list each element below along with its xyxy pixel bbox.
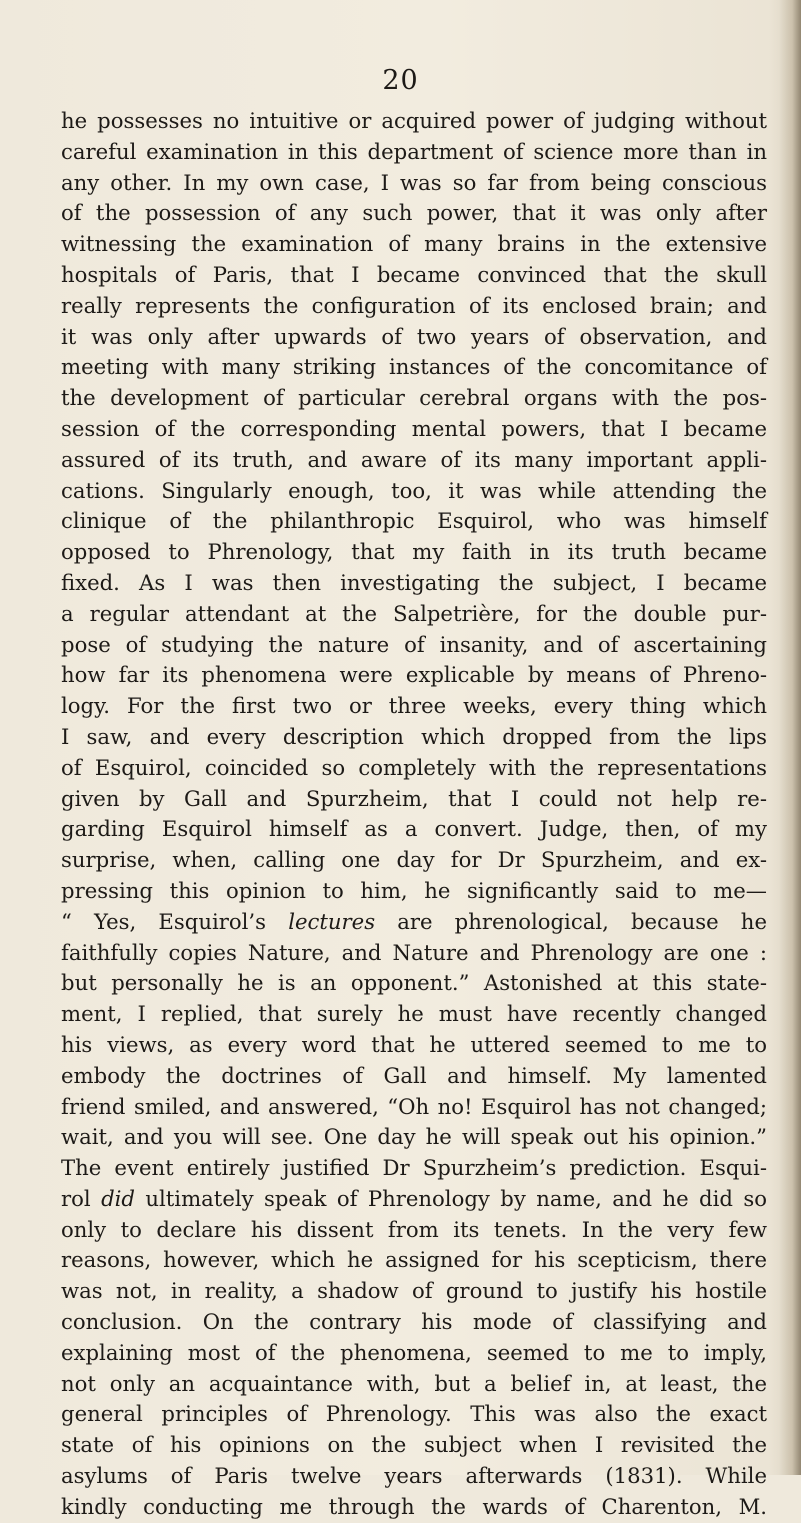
text-run: rol <box>61 1185 102 1211</box>
text-line: pose of studying the nature of insanity, and of ascertaining <box>61 631 767 657</box>
text-line: state of his opinions on the subject when I revisited the <box>61 1432 767 1458</box>
text-line: opposed to Phrenology, that my faith in its truth became <box>61 539 767 565</box>
text-line: given by Gall and Spurzheim, that I could not help re- <box>61 785 767 811</box>
text-line: hospitals of Paris, that I became convinced that the skull <box>61 261 767 287</box>
text-line: pressing this opinion to him, he significantly said to me— <box>61 877 767 903</box>
text-line: conclusion. On the contrary his mode of classifying and <box>61 1309 767 1335</box>
text-line: clinique of the philanthropic Esquirol, who was himself <box>61 508 767 534</box>
text-line: asylums of Paris twelve years afterwards (1831). While <box>61 1463 767 1489</box>
text-line: not only an acquaintance with, but a belief in, at least, the <box>61 1370 767 1396</box>
text-line: of Esquirol, coincided so completely with the representations <box>61 754 767 780</box>
text-line: was not, in reality, a shadow of ground to justify his hostile <box>61 1278 767 1304</box>
text-line: witnessing the examination of many brains in the extensive <box>61 231 767 257</box>
text-line: he possesses no intuitive or acquired power of judging without <box>61 108 767 133</box>
text-line: wait, and you will see. One day he will speak out his opinion.” <box>61 1124 767 1150</box>
text-line: fixed. As I was then investigating the subject, I became <box>61 569 767 595</box>
text-run: “ Yes, Esquirol’s <box>61 908 289 934</box>
text-line: his views, as every word that he uttered seemed to me to <box>61 1031 767 1057</box>
text-line: surprise, when, calling one day for Dr Spurzheim, and ex- <box>61 847 767 873</box>
text-line <box>61 907 767 938</box>
text-line: ment, I replied, that surely he must have recently changed <box>61 1001 767 1027</box>
text-line: embody the doctrines of Gall and himself. My lamented <box>61 1062 767 1088</box>
text-line: faithfully copies Nature, and Nature and Phrenology are one : <box>61 939 767 965</box>
text-line: a regular attendant at the Salpetrière, for the double pur- <box>61 600 767 626</box>
text-line: of the possession of any such power, that it was only after <box>61 200 767 226</box>
text-run: are phrenological, because he <box>375 908 767 934</box>
text-line <box>61 1184 767 1215</box>
text-line: how far its phenomena were explicable by means of Phreno- <box>61 662 767 688</box>
text-line: The event entirely justified Dr Spurzheim’s prediction. Esqui- <box>61 1155 767 1181</box>
text-line: friend smiled, and answered, “Oh no! Esquirol has not changed; <box>61 1093 767 1119</box>
text-line: it was only after upwards of two years of observation, and <box>61 323 767 349</box>
page-edge-shadow <box>779 0 801 1475</box>
text-line: but personally he is an opponent.” Astonished at this state- <box>61 970 767 996</box>
text-line: only to declare his dissent from its tenets. In the very few <box>61 1216 767 1242</box>
text-line: the development of particular cerebral organs with the pos- <box>61 385 767 411</box>
italic-word: did <box>101 1185 135 1211</box>
text-run: ultimately speak of Phrenology by name, and he did so <box>134 1185 767 1211</box>
text-line: assured of its truth, and aware of its many important appli- <box>61 446 767 472</box>
text-line: kindly conducting me through the wards of Charenton, M. <box>61 1493 767 1519</box>
page-number: 20 <box>382 65 419 96</box>
text-line: reasons, however, which he assigned for his scepticism, there <box>61 1247 767 1273</box>
text-line: explaining most of the phenomena, seemed to me to imply, <box>61 1339 767 1365</box>
text-line: really represents the configuration of its enclosed brain; and <box>61 292 767 318</box>
text-line: session of the corresponding mental powers, that I became <box>61 415 767 441</box>
text-line: any other. In my own case, I was so far from being conscious <box>61 169 767 195</box>
text-line: general principles of Phrenology. This was also the exact <box>61 1401 767 1427</box>
text-line: meeting with many striking instances of the concomitance of <box>61 354 767 380</box>
text-line: logy. For the first two or three weeks, every thing which <box>61 693 767 719</box>
text-line: cations. Singularly enough, too, it was while attending the <box>61 477 767 503</box>
text-line: careful examination in this department of science more than in <box>61 138 767 164</box>
text-line: garding Esquirol himself as a convert. Judge, then, of my <box>61 816 767 842</box>
italic-word: lectures <box>288 908 376 934</box>
text-line: I saw, and every description which dropped from the lips <box>61 723 767 749</box>
body-text <box>61 106 767 1523</box>
